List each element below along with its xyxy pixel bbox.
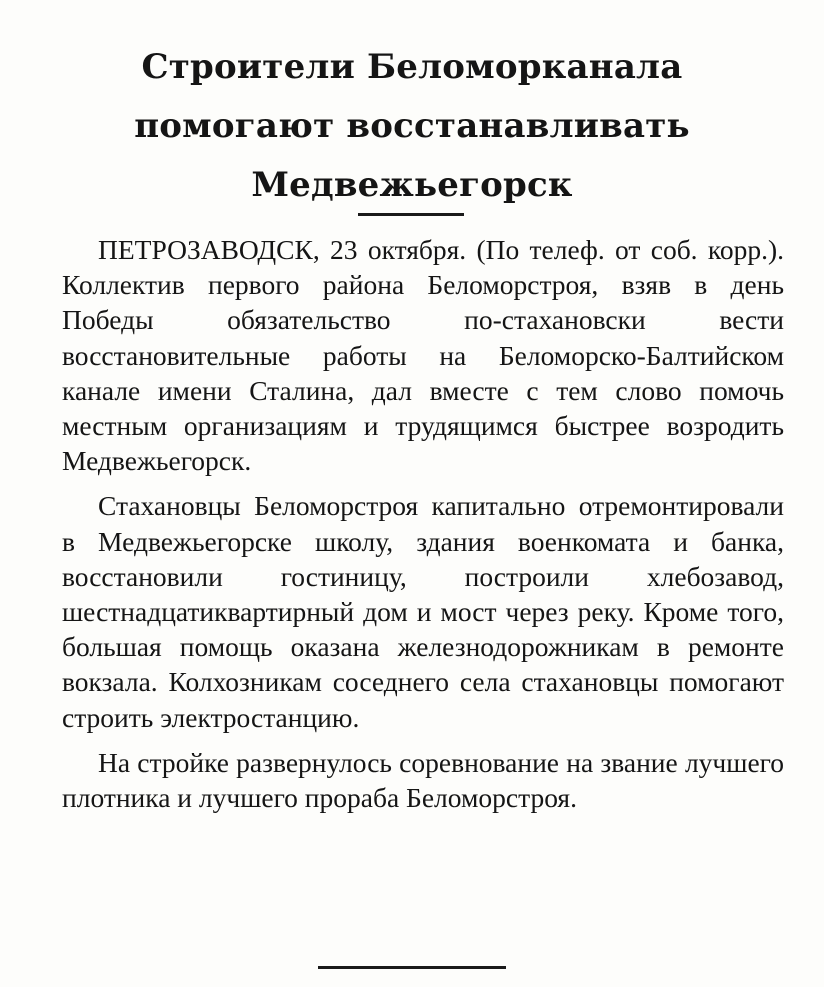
article-paragraph-3: На стройке развернулось соревнование на звание лучшего плотника и лучшего прораба Беломорстроя. [62,746,784,814]
headline [60,38,764,215]
article-paragraph-1-text: Коллектив первого района Беломорстроя, взяв в день Победы обязательство по-стахановски вести восстановительные работы на Беломорско-Балтийском канале имени Сталина, дал вместе с тем слово помочь местным организациям и трудящимся быстрее возродить Медвежьегорск. [62,269,784,477]
headline-line-3: Медвежьегорск [251,165,573,205]
dateline: ПЕТРОЗАВОДСК, 23 октября. (По телеф. от соб. корр.). [98,234,784,265]
headline-line-1: Строители Беломорканала [141,47,683,87]
article-paragraph-1 [62,232,784,478]
headline-divider [358,213,464,216]
headline-line-2: помогают восстанавливать [134,106,690,146]
article-body [62,232,784,825]
article-paragraph-2: Стахановцы Беломорстроя капитально отремонтировали в Медвежьегорске школу, здания военкомата и банка, восстановили гостиницу, построили хлебозавод, шестнадцатиквартирный дом и мост через реку. Кроме того, большая помощь оказана железнодорожникам в ремонте вокзала. Колхозникам соседнего села стахановцы помогают строить электростанцию. [62,490,784,733]
end-divider [318,966,506,969]
